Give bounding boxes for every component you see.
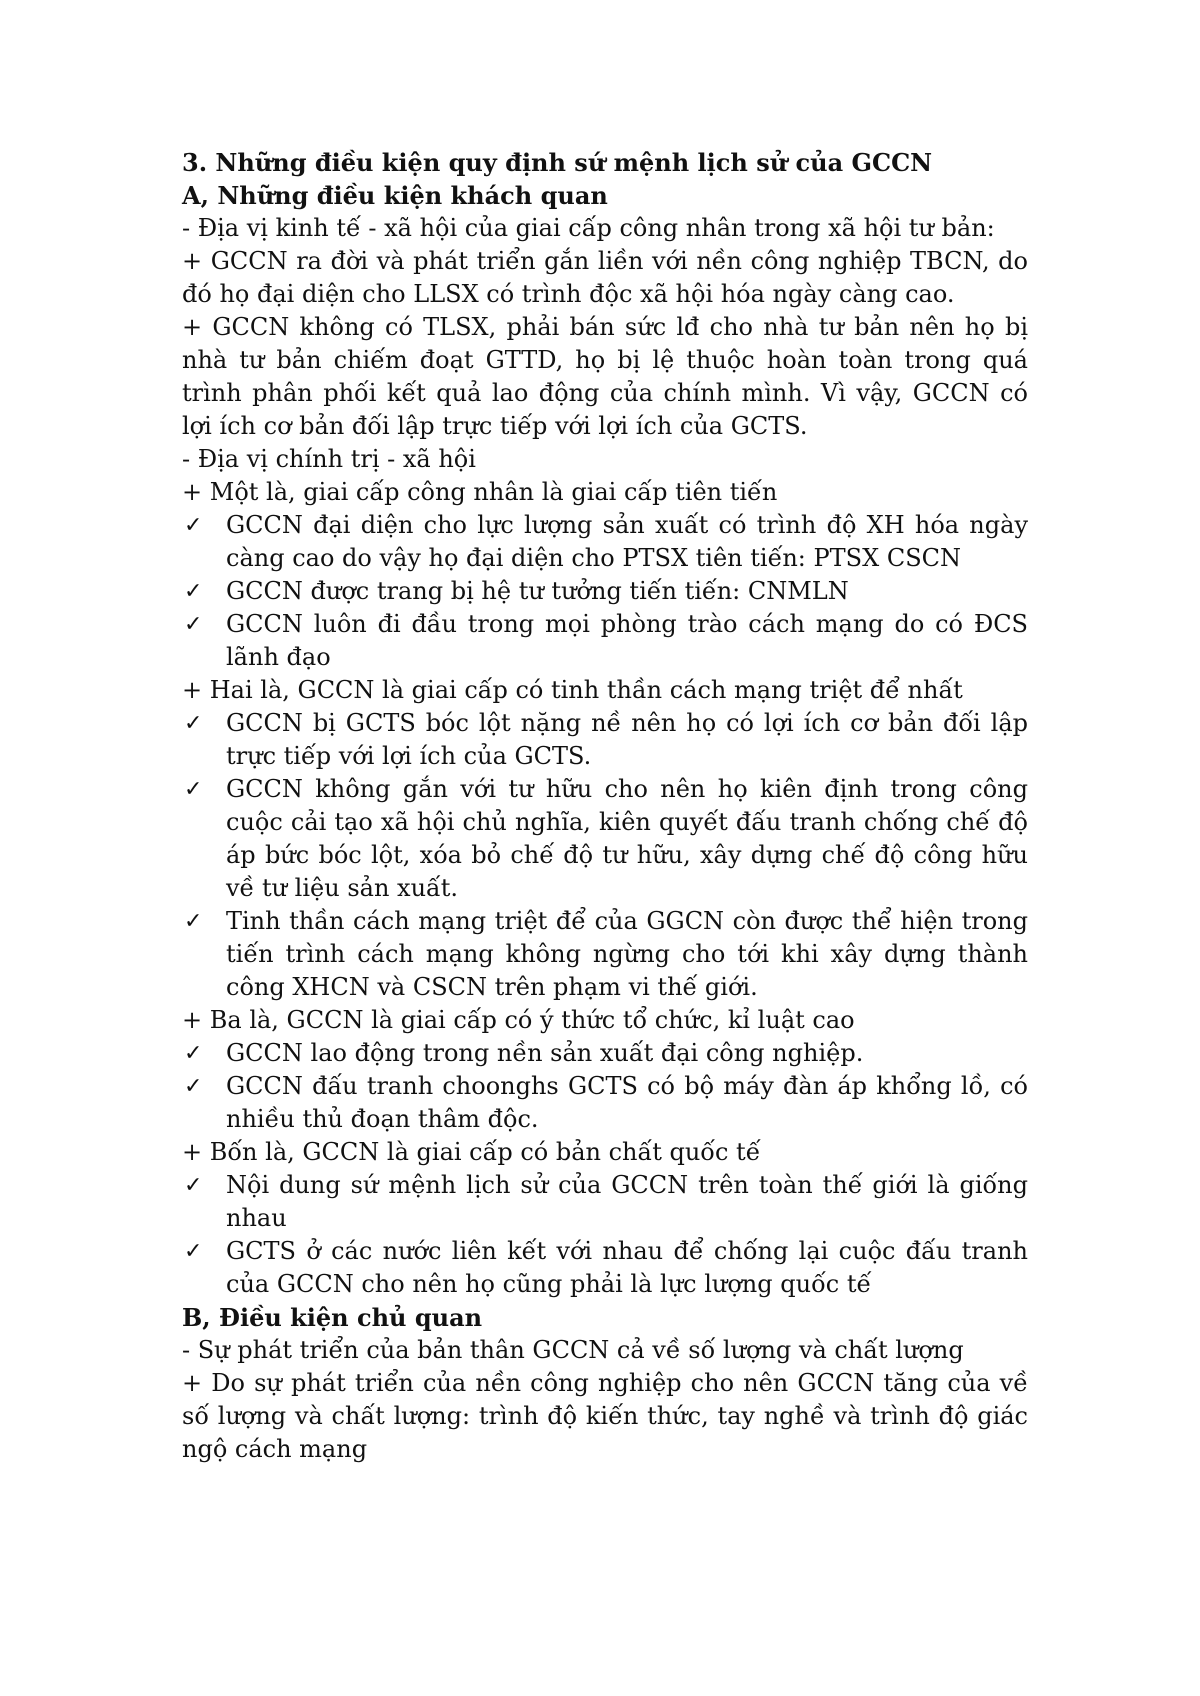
group-3-title: + Ba là, GCCN là giai cấp có ý thức tổ chức, kỉ luật cao: [182, 1006, 855, 1034]
group-2-title: + Hai là, GCCN là giai cấp có tinh thần cách mạng triệt để nhất: [182, 676, 963, 704]
check-icon: ✓: [184, 909, 203, 934]
check-icon: ✓: [184, 612, 203, 637]
check-icon: ✓: [184, 1173, 203, 1198]
document-title: 3. Những điều kiện quy định sứ mệnh lịch sử của GCCN: [182, 148, 933, 177]
check-icon: ✓: [184, 777, 203, 802]
section-b-heading: B, Điều kiện chủ quan: [182, 1303, 483, 1332]
check-list-item: [182, 905, 1028, 1004]
check-item-text: GCCN đấu tranh choonghs GCTS có bộ máy đàn áp khổng lồ, có nhiều thủ đoạn thâm độc.: [226, 1072, 1028, 1133]
check-list-item: [182, 509, 1028, 575]
section-b-label: - Sự phát triển của bản thân GCCN cả về số lượng và chất lượng: [182, 1336, 964, 1364]
economic-status-label: - Địa vị kinh tế - xã hội của giai cấp công nhân trong xã hội tư bản:: [182, 214, 995, 242]
check-icon: ✓: [184, 711, 203, 736]
check-icon: ✓: [184, 513, 203, 538]
economic-point-2: + GCCN không có TLSX, phải bán sức lđ cho nhà tư bản nên họ bị nhà tư bản chiếm đoạt GTTD, họ bị lệ thuộc hoàn toàn trong quá trình phân phối kết quả lao động của chính mình. Vì vậy, GCCN có lợi ích cơ bản đối lập trực tiếp với lợi ích của GCTS.: [182, 313, 1028, 440]
check-list-item: [182, 608, 1028, 674]
check-item-text: GCCN không gắn với tư hữu cho nên họ kiên định trong công cuộc cải tạo xã hội chủ nghĩa, kiên quyết đấu tranh chống chế độ áp bức bóc lột, xóa bỏ chế độ tư hữu, xây dựng chế độ công hữu về tư liệu sản xuất.: [226, 775, 1028, 902]
check-list-item: [182, 773, 1028, 905]
economic-point-1: + GCCN ra đời và phát triển gắn liền với nền công nghiệp TBCN, do đó họ đại diện cho LLSX có trình độc xã hội hóa ngày càng cao.: [182, 247, 1028, 308]
check-item-text: GCCN đại diện cho lực lượng sản xuất có trình độ XH hóa ngày càng cao do vậy họ đại diện cho PTSX tiên tiến: PTSX CSCN: [226, 511, 1028, 572]
check-list-item: [182, 1169, 1028, 1235]
check-item-text: Tinh thần cách mạng triệt để của GGCN còn được thể hiện trong tiến trình cách mạng không ngừng cho tới khi xây dựng thành công XHCN và CSCN trên phạm vi thế giới.: [226, 907, 1028, 1001]
check-item-text: GCCN lao động trong nền sản xuất đại công nghiệp.: [226, 1039, 864, 1067]
section-b-point-1: + Do sự phát triển của nền công nghiệp cho nên GCCN tăng của về số lượng và chất lượng: trình độ kiến thức, tay nghề và trình độ giác ngộ cách mạng: [182, 1369, 1028, 1463]
political-status-label: - Địa vị chính trị - xã hội: [182, 445, 476, 473]
check-item-text: Nội dung sứ mệnh lịch sử của GCCN trên toàn thế giới là giống nhau: [226, 1171, 1028, 1232]
check-list-item: [182, 1235, 1028, 1301]
group-4-title: + Bốn là, GCCN là giai cấp có bản chất quốc tế: [182, 1138, 761, 1166]
section-a-heading: A, Những điều kiện khách quan: [182, 181, 608, 210]
check-list-item: [182, 1037, 1028, 1070]
check-item-text: GCCN bị GCTS bóc lột nặng nề nên họ có lợi ích cơ bản đối lập trực tiếp với lợi ích của GCTS.: [226, 709, 1028, 770]
check-item-text: GCCN được trang bị hệ tư tưởng tiến tiến: CNMLN: [226, 577, 849, 605]
check-list-item: [182, 1070, 1028, 1136]
check-icon: ✓: [184, 1074, 203, 1099]
check-list-item: [182, 707, 1028, 773]
check-item-text: GCCN luôn đi đầu trong mọi phòng trào cách mạng do có ĐCS lãnh đạo: [226, 610, 1028, 671]
check-icon: ✓: [184, 1239, 203, 1264]
check-item-text: GCTS ở các nước liên kết với nhau để chống lại cuộc đấu tranh của GCCN cho nên họ cũng phải là lực lượng quốc tế: [226, 1237, 1028, 1298]
check-list-item: [182, 575, 1028, 608]
group-1-title: + Một là, giai cấp công nhân là giai cấp tiên tiến: [182, 478, 778, 506]
document-page: [182, 146, 1028, 1466]
check-icon: ✓: [184, 1041, 203, 1066]
check-icon: ✓: [184, 579, 203, 604]
